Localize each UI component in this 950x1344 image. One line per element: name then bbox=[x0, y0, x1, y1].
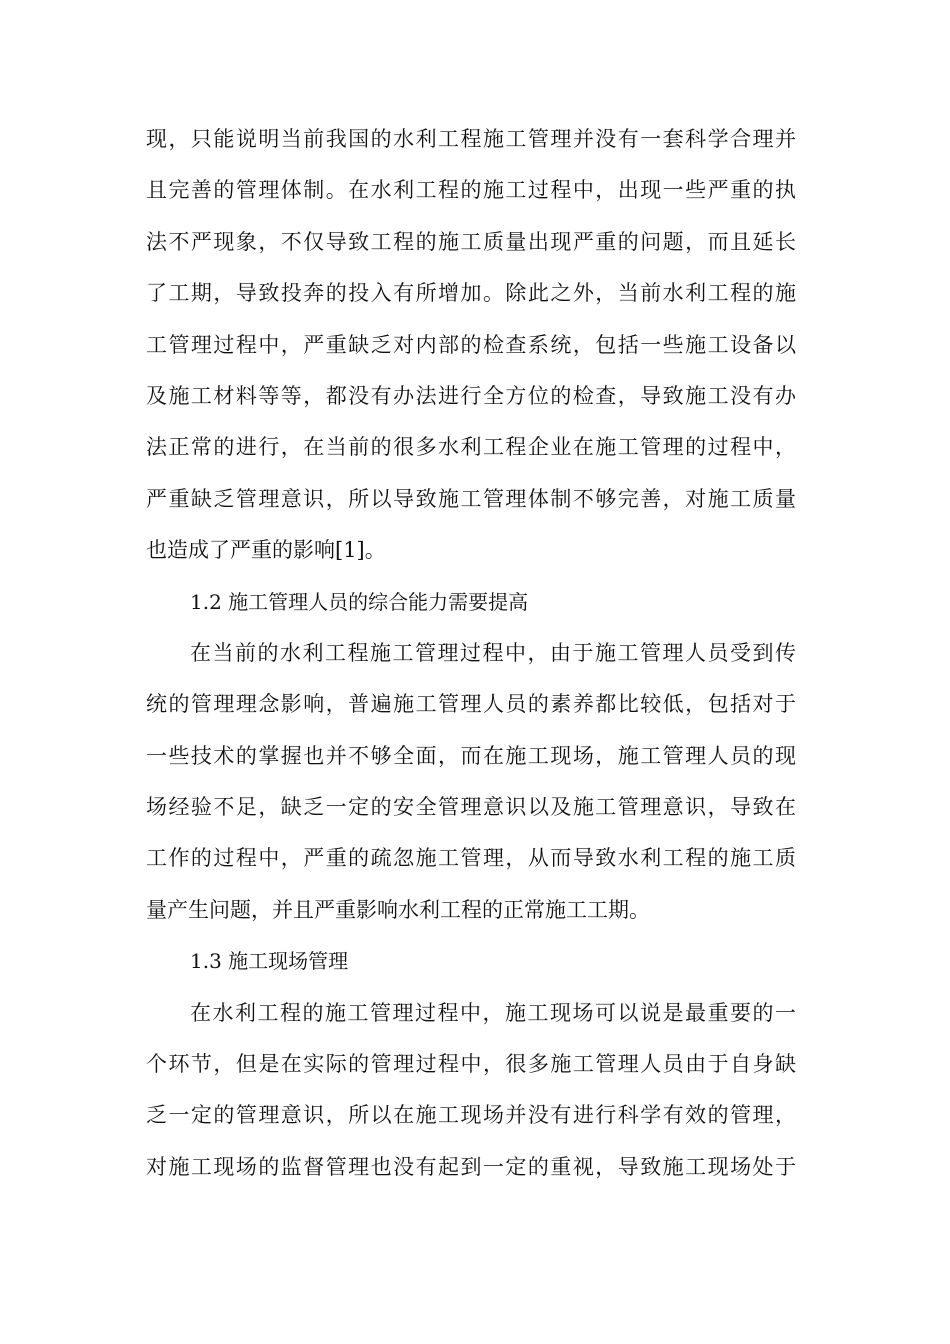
section-heading: 1.2 施工管理人员的综合能力需要提高 bbox=[190, 589, 529, 614]
paragraph-line: 个环节，但是在实际的管理过程中，很多施工管理人员由于自身缺 bbox=[146, 1052, 796, 1077]
paragraph-line: 法正常的进行，在当前的很多水利工程企业在施工管理的过程中， bbox=[146, 435, 796, 460]
paragraph-line: 量产生问题，并且严重影响水利工程的正常施工工期。 bbox=[146, 897, 650, 922]
paragraph-line: 严重缺乏管理意识，所以导致施工管理体制不够完善，对施工质量 bbox=[146, 486, 796, 511]
paragraph-line: 也造成了严重的影响[1]。 bbox=[146, 538, 386, 563]
paragraph-line: 场经验不足，缺乏一定的安全管理意识以及施工管理意识，导致在 bbox=[146, 795, 796, 820]
paragraph-line: 一些技术的掌握也并不够全面，而在施工现场，施工管理人员的现 bbox=[146, 743, 796, 768]
paragraph-line: 及施工材料等等，都没有办法进行全方位的检查，导致施工没有办 bbox=[146, 383, 796, 408]
paragraph-line: 统的管理理念影响，普遍施工管理人员的素养都比较低，包括对于 bbox=[146, 692, 796, 717]
section-heading: 1.3 施工现场管理 bbox=[190, 949, 349, 974]
paragraph-line: 工作的过程中，严重的疏忽施工管理，从而导致水利工程的施工质 bbox=[146, 846, 796, 871]
paragraph-line: 了工期，导致投奔的投入有所增加。除此之外，当前水利工程的施 bbox=[146, 281, 796, 306]
paragraph-line: 在当前的水利工程施工管理过程中，由于施工管理人员受到传 bbox=[190, 640, 796, 665]
paragraph-line: 且完善的管理体制。在水利工程的施工过程中，出现一些严重的执 bbox=[146, 178, 796, 203]
paragraph-line: 乏一定的管理意识，所以在施工现场并没有进行科学有效的管理， bbox=[146, 1103, 796, 1128]
paragraph-line: 对施工现场的监督管理也没有起到一定的重视，导致施工现场处于 bbox=[146, 1154, 796, 1179]
paragraph-line: 现，只能说明当前我国的水利工程施工管理并没有一套科学合理并 bbox=[146, 127, 796, 151]
paragraph-line: 在水利工程的施工管理过程中，施工现场可以说是最重要的一 bbox=[190, 1000, 796, 1025]
document-body bbox=[146, 114, 796, 1193]
paragraph-line: 法不严现象，不仅导致工程的施工质量出现严重的问题，而且延长 bbox=[146, 229, 796, 254]
paragraph-line: 工管理过程中，严重缺乏对内部的检查系统，包括一些施工设备以 bbox=[146, 332, 796, 357]
